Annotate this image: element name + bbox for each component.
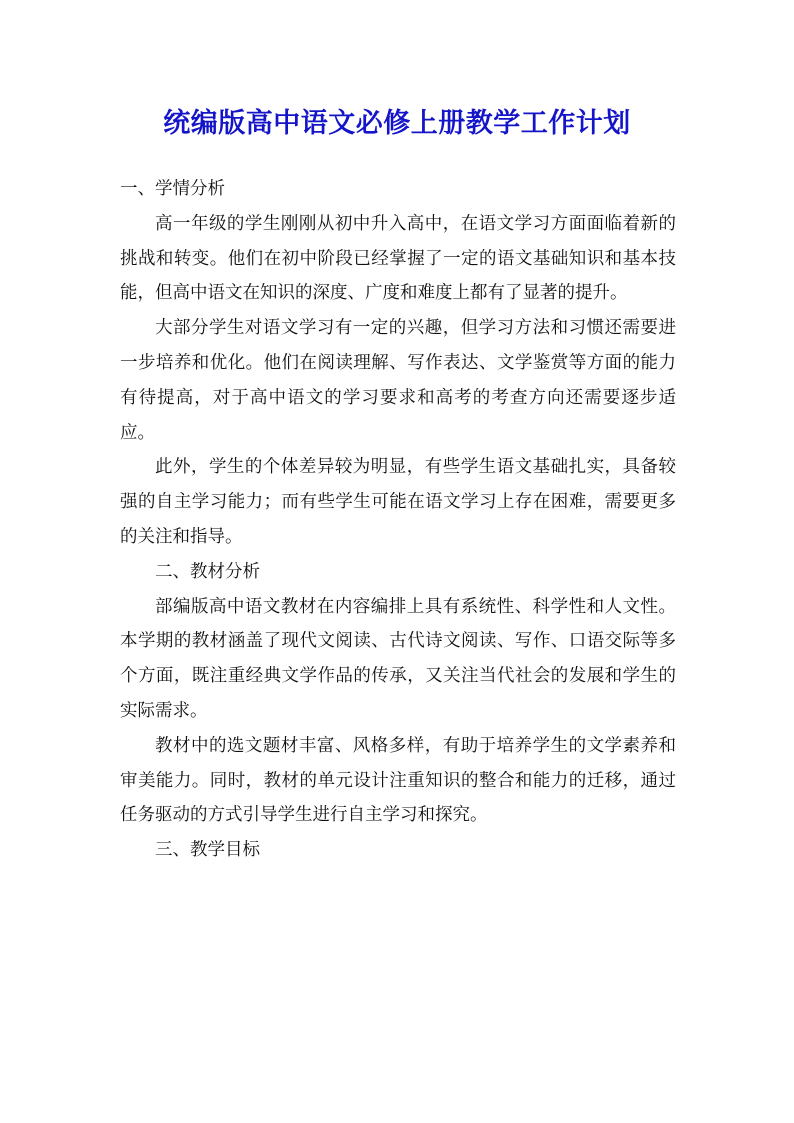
document-title: 统编版高中语文必修上册教学工作计划 xyxy=(163,108,631,139)
section-1-paragraph-2: 大部分学生对语文学习有一定的兴趣，但学习方法和习惯还需要进一步培养和优化。他们在阅读理解、写作表达、文学鉴赏等方面的能力有待提高，对于高中语文的学习要求和高考的考查方向还需要逐步适应。 xyxy=(120,318,676,443)
section-2-paragraph-1: 部编版高中语文教材在内容编排上具有系统性、科学性和人文性。本学期的教材涵盖了现代文阅读、古代诗文阅读、写作、口语交际等多个方面，既注重经典文学作品的传承，又关注当代社会的发展和学生的实际需求。 xyxy=(120,596,676,721)
section-heading-1: 一、学情分析 xyxy=(120,179,225,199)
section-1-paragraph-3: 此外，学生的个体差异较为明显，有些学生语文基础扎实，具备较强的自主学习能力；而有些学生可能在语文学习上存在困难，需要更多的关注和指导。 xyxy=(120,457,676,547)
section-2-paragraph-2: 教材中的选文题材丰富、风格多样，有助于培养学生的文学素养和审美能力。同时，教材的单元设计注重知识的整合和能力的迁移，通过任务驱动的方式引导学生进行自主学习和探究。 xyxy=(120,735,676,826)
section-heading-3: 三、教学目标 xyxy=(155,840,260,861)
document-body xyxy=(120,172,676,868)
section-heading-2: 二、教材分析 xyxy=(155,561,260,582)
section-1-paragraph-1: 高一年级的学生刚刚从初中升入高中，在语文学习方面面临着新的挑战和转变。他们在初中阶段已经掌握了一定的语文基础知识和基本技能，但高中语文在知识的深度、广度和难度上都有了显著的提升。 xyxy=(120,213,676,304)
